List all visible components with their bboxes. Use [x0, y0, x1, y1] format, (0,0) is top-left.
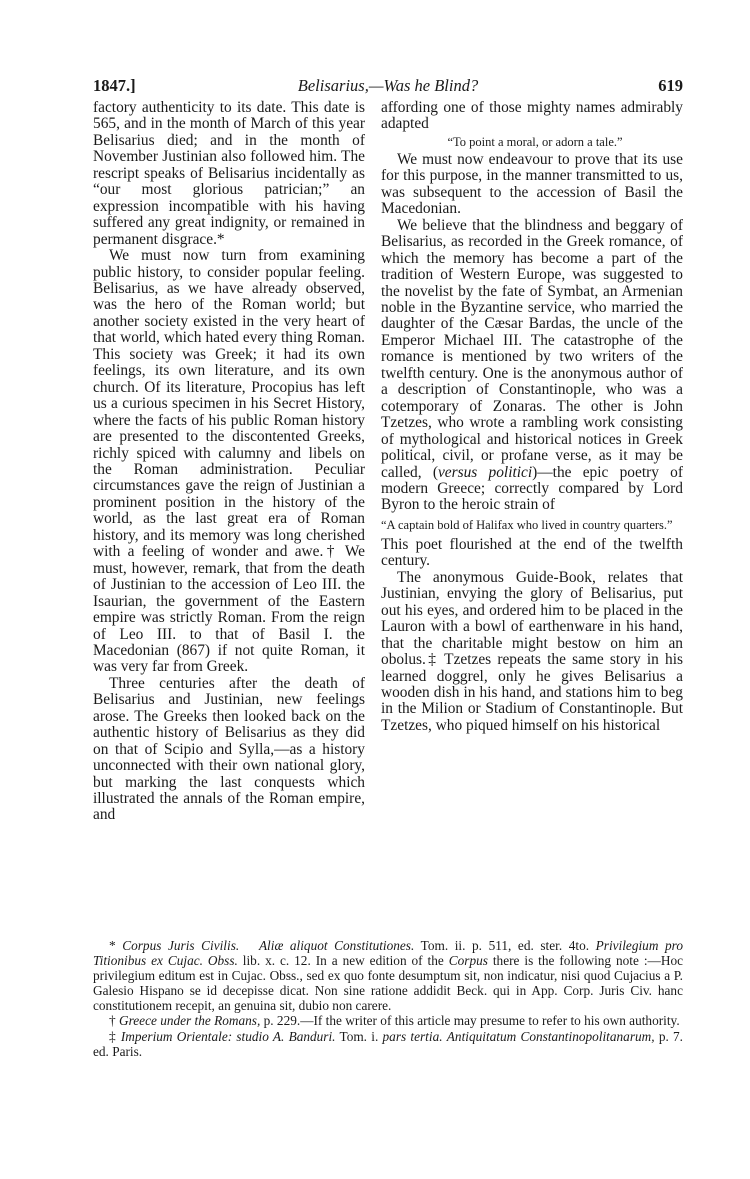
- citation-title: Greece under the Romans,: [118, 1013, 261, 1029]
- paragraph: This poet flourished at the end of the twelfth century.: [381, 535, 683, 570]
- footnote-1: [93, 938, 683, 1013]
- footnote-marker: *: [109, 938, 123, 953]
- citation-title: Imperium Orientale: studio A. Banduri.: [120, 1028, 336, 1044]
- paragraph: [381, 218, 683, 514]
- running-title: Belisarius,—Was he Blind?: [297, 76, 479, 95]
- footnote-text: lib. x. c. 12. In a new edition of the: [237, 953, 449, 969]
- citation-title: pars tertia.: [382, 1028, 443, 1044]
- paragraph: Three centuries after the death of Belisarius and Justinian, new feelings arose. The Greeks then looked back on the authentic history of Belisarius as they did on that of Scipio and Sylla,—as a history unconnected with their own national glory, but marking the last conquests which illustrated the annals of the Roman empire, and: [93, 674, 365, 824]
- paragraph: We must now endeavour to prove that its use for this purpose, in the manner transmitted to us, was subsequent to the accession of Basil the Macedonian.: [381, 150, 683, 218]
- footnote-marker: †: [109, 1013, 119, 1029]
- block-quote: “To point a moral, or adorn a tale.”: [447, 134, 623, 149]
- footnote-3: [93, 1029, 683, 1059]
- footnote-marker: ‡: [109, 1028, 121, 1044]
- footnote-2: [93, 1013, 683, 1028]
- paragraph-text: We believe that the blindness and beggary of Belisarius, as recorded in the Greek romance, of which the memory has become a part of the tradition of Western Europe, was suggested to the novelist by the fate of Symbat, an Armenian noble in the Byzantine service, who married the daughter of the Cæsar Bardas, the uncle of the Emperor Michael III. The catastrophe of the romance is mentioned by two writers of the twelfth century. One is the anonymous author of a description of Constantinople, who was a cotemporary of Zonaras. The other is John Tzetzes, who wrote a rambling work consisting of mythological and historical notices in Greek political, civil, or profane verse, as it may be called, (: [381, 216, 683, 481]
- paragraph: We must now turn from examining public history, to consider popular feeling. Belisarius, as we have already observed, was the hero of the Roman world; but another society existed in the very heart of that world, which hated every thing Roman. This society was Greek; it had its own feelings, its own literature, and its own church. Of its literature, Procopius has left us a curious specimen in his Secret History, where the facts of his public Roman history are presented to the discontented Greeks, richly spiced with calumny and libels on the Roman administration. Peculiar circumstances gave the reign of Justinian a prominent position in the history of the world, as the last great era of Roman history, and its memory was long cherished with a feeling of wonder and awe.† We must, however, remark, that from the death of Justinian to the accession of Leo III. the Isaurian, the government of the Eastern empire was strictly Roman. From the reign of Leo III. to that of Basil I. the Macedonian (867) if not quite Roman, it was very far from Greek.: [93, 247, 365, 676]
- footnote-text: Tom. i.: [335, 1028, 383, 1044]
- citation-title: Aliæ aliquot Constitutiones.: [258, 938, 415, 953]
- citation-title: Corpus: [448, 953, 488, 969]
- citation-title: Antiquitatum Constantinopolitanarum,: [446, 1028, 655, 1044]
- paragraph-text: )—the epic poetry of modern Greece; correctly compared by Lord Byron to the heroic strain of: [381, 463, 683, 514]
- citation-title: Corpus Juris Civilis.: [122, 938, 240, 953]
- paragraph: factory authenticity to its date. This date is 565, and in the month of March of this year Belisarius died; and in the month of November Justinian also followed him. The rescript speaks of Belisarius incidentally as “our most glorious patrician;” an expression incompatible with his having suffered any great indignity, or remained in permanent disgrace.*: [93, 99, 365, 248]
- paragraph: The anonymous Guide-Book, relates that Justinian, envying the glory of Belisarius, put out his eyes, and ordered him to be placed in the Lauron with a bowl of earthenware in his hand, that the charitable might bestow on him an obolus.‡ Tzetzes repeats the same story in his learned doggrel, only he gives Belisarius a wooden dish in his hand, and stations him to beg in the Milion or Stadium of Constantinople. But Tzetzes, who piqued himself on his historical: [381, 568, 683, 734]
- paragraph: affording one of those mighty names admirably adapted: [381, 99, 683, 133]
- footnote-text: there is the following note :—Hoc privilegium editum est in Cujac. Obss., sed ex quo fonte desumptum sit, non indicatur, nisi quod Cujacius a P. Galesio Hispano se id decepisse dicat. Non sine ratione addidit Beck. qui in App. Corp. Juris Civ. hanc constitutionem recepit, an genuina sit, dubio non carere.: [93, 953, 683, 1014]
- citation-title: Privilegium pro Titionibus ex Cujac. Obss.: [93, 938, 683, 969]
- right-column: [381, 100, 683, 734]
- footnote-text: Tom. ii. p. 511, ed. ster. 4to.: [414, 938, 596, 953]
- block-quote: “A captain bold of Halifax who lived in country quarters.”: [381, 517, 673, 532]
- running-header: [93, 76, 683, 98]
- page-number: 619: [658, 76, 683, 95]
- footnotes: [93, 938, 683, 1059]
- footnote-text: p. 7. ed. Paris.: [93, 1028, 684, 1059]
- left-column: [93, 100, 365, 824]
- italic-term: versus politici: [437, 463, 533, 481]
- header-date: 1847.]: [93, 76, 136, 95]
- footnote-text: p. 229.—If the writer of this article may presume to refer to his own authority.: [260, 1013, 680, 1029]
